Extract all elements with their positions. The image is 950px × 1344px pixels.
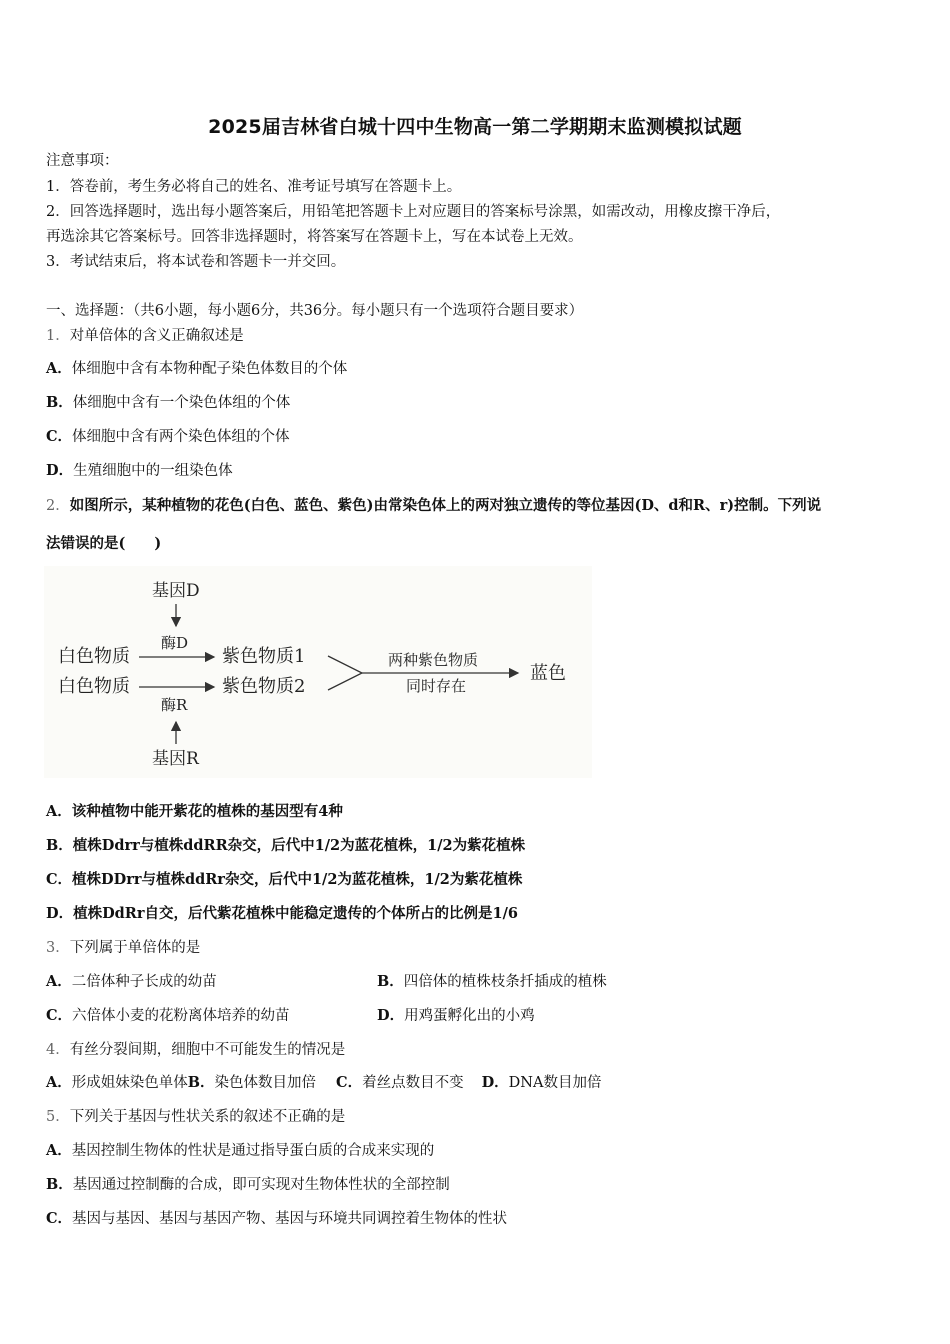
option-letter: D． xyxy=(46,905,74,922)
both-purple-label-1: 两种紫色物质 xyxy=(388,651,479,669)
question-number: 5． xyxy=(46,1109,70,1125)
option-letter: A． xyxy=(46,1142,72,1159)
option-text: 该种植物中能开紫花的植株的基因型有4种 xyxy=(71,803,343,820)
question-2-stem xyxy=(46,497,821,515)
option-text: 形成姐妹染色单体 xyxy=(71,1075,188,1091)
option-letter: A． xyxy=(46,803,72,820)
option-text: 基因控制生物体的性状是通过指导蛋白质的合成来实现的 xyxy=(71,1143,435,1159)
q4-options-row xyxy=(46,1074,601,1092)
option-text: 用鸡蛋孵化出的小鸡 xyxy=(404,1008,535,1024)
option-letter: D． xyxy=(46,462,74,479)
option-text: 基因通过控制酶的合成，即可实现对生物体性状的全部控制 xyxy=(72,1177,450,1193)
question-4-stem xyxy=(46,1041,345,1059)
notice-item-1: 1．答卷前，考生务必将自己的姓名、准考证号填写在答题卡上。 xyxy=(46,179,462,195)
option-text: 体细胞中含有两个染色体组的个体 xyxy=(72,429,290,445)
option-text: 植株DdRr自交，后代紫花植株中能稳定遗传的个体所占的比例是1/6 xyxy=(73,905,518,922)
q5-option-a xyxy=(46,1142,434,1160)
q5-option-b xyxy=(46,1176,450,1194)
option-letter: A． xyxy=(46,973,72,990)
question-3-stem xyxy=(46,939,200,957)
gene-d-label: 基因D xyxy=(152,581,200,601)
option-letter: A． xyxy=(46,360,72,377)
enzyme-d-label: 酶D xyxy=(161,634,189,652)
q1-option-c xyxy=(46,428,290,446)
option-letter: B． xyxy=(187,1074,215,1091)
notice-item-2: 2．回答选择题时，选出每小题答案后，用铅笔把答题卡上对应题目的答案标号涂黑，如需改动，用橡皮擦干净后， xyxy=(46,204,781,220)
purple-substance-2: 紫色物质2 xyxy=(222,676,306,697)
q1-option-b xyxy=(46,394,290,412)
question-number: 1． xyxy=(46,328,70,344)
white-substance-2: 白色物质 xyxy=(58,676,130,697)
question-2-stem-cont: 法错误的是( ) xyxy=(46,535,162,552)
option-letter: D． xyxy=(481,1074,509,1091)
q3-option-b xyxy=(377,973,607,991)
enzyme-r-label: 酶R xyxy=(161,696,188,714)
white-substance-1: 白色物质 xyxy=(58,646,130,667)
option-letter: C． xyxy=(46,871,73,888)
q2-option-d xyxy=(46,905,518,923)
option-text: 体细胞中含有一个染色体组的个体 xyxy=(72,395,291,411)
question-number: 4． xyxy=(46,1042,70,1058)
question-1-stem xyxy=(46,327,244,345)
page-title: 2025届吉林省白城十四中生物高一第二学期期末监测模拟试题 xyxy=(208,116,742,138)
purple-substance-1: 紫色物质1 xyxy=(222,646,306,667)
option-text: 四倍体的植株枝条扦插成的植株 xyxy=(403,974,607,990)
q3-option-a xyxy=(46,973,217,991)
q2-option-a xyxy=(46,803,343,821)
option-letter: C． xyxy=(336,1074,363,1091)
gene-r-label: 基因R xyxy=(152,749,199,769)
option-letter: C． xyxy=(46,428,73,445)
option-text: DNA数目加倍 xyxy=(508,1075,602,1091)
option-letter: B． xyxy=(46,837,73,854)
option-letter: B． xyxy=(46,394,73,411)
q1-option-a xyxy=(46,360,347,378)
option-text: 基因与基因、基因与基因产物、基因与环境共同调控着生物体的性状 xyxy=(72,1211,508,1227)
option-letter: B． xyxy=(377,973,404,990)
q1-option-d xyxy=(46,462,233,480)
question-text: 下列属于单倍体的是 xyxy=(69,940,201,956)
option-letter: B． xyxy=(46,1176,73,1193)
question-text: 对单倍体的含义正确叙述是 xyxy=(69,328,244,344)
option-text: 体细胞中含有本物种配子染色体数目的个体 xyxy=(71,361,348,377)
option-text: 二倍体种子长成的幼苗 xyxy=(71,974,217,990)
option-text: 染色体数目加倍 xyxy=(214,1075,317,1091)
option-letter: C． xyxy=(46,1007,73,1024)
option-text: 着丝点数目不变 xyxy=(362,1075,464,1091)
question-text: 下列关于基因与性状关系的叙述不正确的是 xyxy=(69,1109,346,1125)
q5-option-c xyxy=(46,1210,507,1228)
question-text: 如图所示，某种植物的花色(白色、蓝色、紫色)由常染色体上的两对独立遗传的等位基因(D、d和R、r)控制。下列说 xyxy=(69,497,822,514)
question-text: 有丝分裂间期，细胞中不可能发生的情况是 xyxy=(69,1042,346,1058)
q2-option-b xyxy=(46,837,525,855)
option-letter: A． xyxy=(46,1074,72,1091)
both-purple-label-2: 同时存在 xyxy=(406,677,467,695)
q3-option-d xyxy=(377,1007,535,1025)
option-letter: D． xyxy=(377,1007,405,1024)
question-5-stem xyxy=(46,1108,345,1126)
option-letter: C． xyxy=(46,1210,73,1227)
merge-bracket xyxy=(328,656,362,690)
option-text: 植株Ddrr与植株ddRR杂交，后代中1/2为蓝花植株，1/2为紫花植株 xyxy=(72,837,526,854)
question-number: 3． xyxy=(46,940,70,956)
flower-color-pathway-diagram xyxy=(44,566,592,778)
q3-option-c xyxy=(46,1007,290,1025)
option-text: 植株DDrr与植株ddRr杂交，后代中1/2为蓝花植株，1/2为紫花植株 xyxy=(72,871,523,888)
notice-heading: 注意事项： xyxy=(46,153,119,169)
option-text: 生殖细胞中的一组染色体 xyxy=(73,463,233,479)
blue-result-label: 蓝色 xyxy=(530,663,566,684)
option-text: 六倍体小麦的花粉离体培养的幼苗 xyxy=(72,1008,290,1024)
question-number: 2． xyxy=(46,498,70,514)
notice-item-2-cont: 再选涂其它答案标号。回答非选择题时，将答案写在答题卡上，写在本试卷上无效。 xyxy=(46,229,583,245)
section-header: 一、选择题：（共6小题，每小题6分，共36分。每小题只有一个选项符合题目要求） xyxy=(46,303,584,319)
q2-option-c xyxy=(46,871,522,889)
notice-item-3: 3．考试结束后，将本试卷和答题卡一并交回。 xyxy=(46,254,346,270)
